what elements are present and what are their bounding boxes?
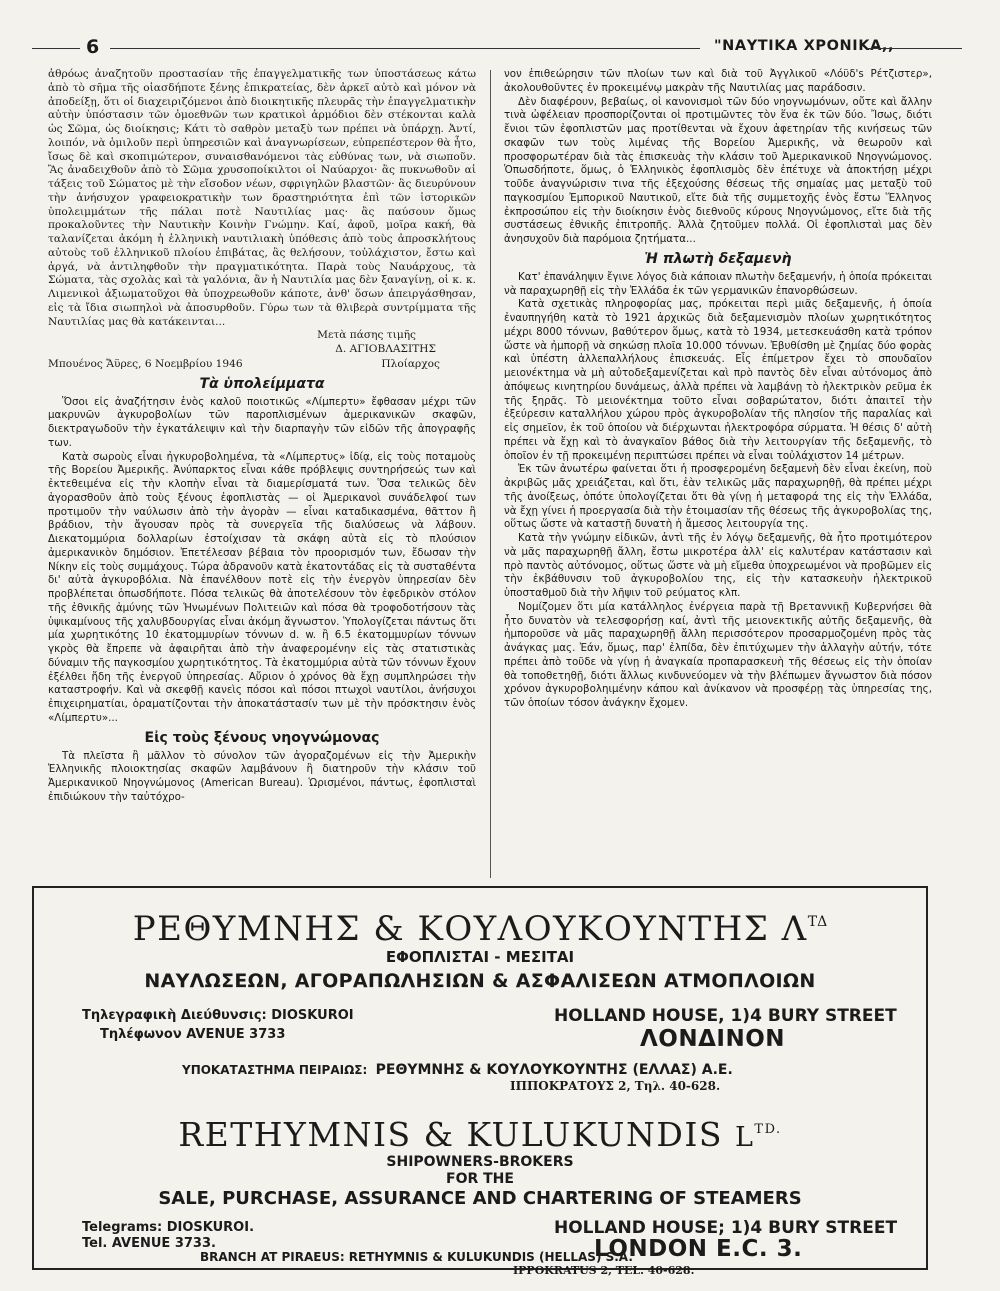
ad-english-branch: BRANCH AT PIRAEUS: RETHYMNIS & KULUKUNDIS (HELLAS) S.A.: [200, 1250, 633, 1264]
ad-english-for-the: FOR THE: [446, 1171, 514, 1187]
ad-greek-phone: Τηλέφωνον AVENUE 3733: [100, 1027, 286, 1042]
ad-english-company-name: [34, 1110, 926, 1158]
ad-greek-branch-name: ΡΕΘΥΜΝΗΣ & ΚΟΥΛΟΥΚΟΥΝΤΗΣ (ΕΛΛΑΣ) Α.Ε.: [375, 1062, 733, 1078]
ad-english-services: SALE, PURCHASE, ASSURANCE AND CHARTERING OF STEAMERS: [158, 1188, 802, 1209]
column-divider: [490, 70, 491, 878]
letter-rank: Πλοίαρχος: [381, 357, 440, 370]
ad-greek-address: HOLLAND HOUSE, 1)4 BURY STREET: [554, 1006, 897, 1026]
heading-remnants: Τὰ ὑπολείμματα: [199, 375, 325, 392]
ad-greek-branch: [182, 1062, 733, 1078]
ad-greek-telegraph: Τηλεγραφικὴ Διεύθυνσις: DIOSKUROI: [82, 1008, 354, 1023]
letter-closing: Μετὰ πάσης τιμῆς: [317, 329, 416, 342]
masthead-title: "ΝΑΥΤΙΚΑ ΧΡΟΝΙΚΑ,,: [714, 38, 895, 54]
article-paragraph: Ὅσοι εἰς ἀναζήτησιν ἑνὸς καλοῦ ποιοτικῶς «Λίμπερτυ» ἔφθασαν μέχρι τῶν μακρυνῶν ἀγκυροβολίων τῶν παροπλισμένων ἀμερικανικῶν σκαφῶν, διεκτραγωδοῦν τὴν ἐγκατάλειψιν καὶ τὴν διαρπαγὴν τῶν εἰδῶν τῆς ἀπογραφῆς των.: [48, 395, 476, 449]
ad-english-branch-address: IPPOKRATUS 2, TEL. 40-628.: [513, 1264, 695, 1277]
header-rule-left: [32, 48, 80, 49]
ad-english-city: LONDON E.C. 3.: [594, 1236, 803, 1262]
article-paragraph: Νομίζομεν ὅτι μία κατάλληλος ἐνέργεια παρὰ τῇ Βρεταννικῇ Κυβερνήσει θὰ ἦτο δυνατὸν νὰ τελεσφορήσῃ καί, ἀντὶ τῆς μειονεκτικῆς αὐτῆς δεξαμενῆς, θὰ ἠμποροῦσε νὰ μᾶς παραχωρηθῇ ἄλλη περισσότερον προσαρμοζομένη πρὸς τὰς ἀνάγκας μας. Ἐάν, ὅμως, παρ' ἐλπίδα, δὲν ἐπιτύχωμεν τὴν ἀλλαγὴν αὐτήν, τότε πρέπει ἀπὸ τοῦδε νὰ γίνῃ ἡ ἀναγκαία προπαρασκευὴ τῆς θέσεως εἰς τὴν ὁποίαν θὰ τοποθετηθῇ, διότι ἄλλως κινδυνεύομεν νὰ τὴν βλέπωμεν ἄγνωστον διὰ πόσον χρόνον ἀγκυροβοληιμένην κάπου καὶ ἀνίκανον νὰ προσφέρῃ τὰς ὑπηρεσίας της, τῶν ὁποίων τόσον ἀνάγκην ἔχομεν.: [504, 600, 932, 709]
heading-foreign-registers: Εἰς τοὺς ξένους νηογνώμονας: [144, 729, 380, 746]
article-paragraph: Κατὰ σχετικὰς πληροφορίας μας, πρόκειται περὶ μιᾶς δεξαμενῆς, ἡ ὁποία ἐναυπηγήθη κατὰ τὸ 1921 ἀρχικῶς διὰ δεξαμενισμὸν πλοίων χωρητικότητος μέχρι 8000 τόννων, βαθύτερον ὅμως, κατὰ τὸ 1934, μετεσκευάσθη κατὰ τρόπον ὥστε νὰ ἠμπορῇ νὰ σηκώσῃ πλοῖα 10.000 τόννων. Ἐβυθίσθη μὲ ζημίας δύο φορὰς καὶ ὑπέστη ἀλλεπαλλήλους ἐπισκευάς. Εἶς ἐπίμετρον ἔχει τὸ σπουδαῖον μειονέκτημα νὰ μὴ αὐτοδεξαμενίζεται καὶ πρὸ παντὸς δὲν εἶναι αὐτόνομος ἀπὸ ἀπόψεως κινητηρίου δυνάμεως, ἀλλὰ πρέπει νὰ λαμβάνῃ τὸ ἠλεκτρικὸν ρεῦμα ἐκ τῆς ξηρᾶς. Τὸ μειονέκτημα τοῦτο εἶναι σοβαρώτατον, διότι ἀπαιτεῖ τὴν ἐξεύρεσιν καταλλήλου χώρου πρὸς ἀγκυροβολίαν τῆς πλησίον τῆς παραλίας καὶ εἰς σημεῖον, ἐκ τοῦ ὁποίου νὰ διέρχωνται ἠλεκτροφόρα σύρματα. Ἡ θέσις δ' αὐτὴ πρέπει νὰ ἔχῃ καὶ τὸ ἀναγκαῖον βάθος διὰ τὴν λειτουργίαν τῆς δεξαμενῆς, τὸ ὁποῖον ἐν τῇ προκειμένῃ περιπτώσει πρέπει νὰ εἶναι τοὐλάχιστον 14 μέτρων.: [504, 298, 932, 462]
heading-floating-dock: Ἡ πλωτὴ δεξαμενὴ: [644, 250, 792, 267]
left-column: [48, 68, 476, 805]
ad-greek-branch-address: ΙΠΠΟΚΡΑΤΟΥΣ 2, Τηλ. 40-628.: [510, 1079, 721, 1093]
header-rule-middle: [110, 48, 700, 49]
article-paragraph: Κατ' ἐπανάληψιν ἔγινε λόγος διὰ κάποιαν πλωτὴν δεξαμενήν, ἡ ὁποία πρόκειται νὰ παραχωρηθῇ εἰς τὴν Ἑλλάδα ἐκ τῶν γερμανικῶν ἐπανορθώσεων.: [504, 270, 932, 297]
right-column: [504, 68, 932, 711]
letter-footer: [48, 358, 476, 372]
article-paragraph: Δὲν διαφέρουν, βεβαίως, οἱ κανονισμοὶ τῶν δύο νηογνωμόνων, οὔτε καὶ ἄλλην τινὰ ὠφέλειαν προσπορίζονται οἱ προτιμῶντες τὸν ἕνα ἐκ τῶν δύο. Ἴσως, διότι ἔνιοι τῶν ἐφοπλιστῶν μας προτίθενται νὰ ἔχουν ἀφετηρίαν τῆς κινήσεως τῶν σκαφῶν των τοὺς λιμένας τῆς Βορείου Ἀμερικῆς, νὰ θεωροῦν καὶ προσφορωτέραν διὰ τὰς ἐπισκευὰς τὴν κλάσιν τοῦ Ἀμερικανικοῦ Νηογνώμονος. Ὁπωσδήποτε, ὅμως, ὁ Ἑλληνικὸς ἐφοπλισμὸς δὲν ἐπέτυχε νὰ ἀποκτήσῃ μέχρι τοῦδε ἀναγνώρισιν τινα τῆς ἐξεχούσης θέσεως τῆς σημαίας μας μεταξὺ τοῦ παγκοσμίου Ἐμπορικοῦ Ναυτικοῦ, εἴτε διὰ τῆς συμμετοχῆς ἑνὸς ἔστω Ἕλληνος ἐκπροσώπου εἰς τὴν διοίκησιν ἑνὸς διεθνοῦς κύρους Νηογνώμονος, εἴτε διὰ τῆς συστάσεως ἐθνικῆς ἐπιτροπῆς. Ἀλλὰ ζητοῦμεν πολλά. Οἱ ἐφοπλισταὶ μας δὲν ἀνησυχοῦν διὰ παρόμοια ζητήματα...: [504, 95, 932, 245]
article-paragraph: Κατὰ σωροὺς εἶναι ἠγκυροβολημένα, τὰ «Λίμπερτυς» ἰδίᾳ, εἰς τοὺς ποταμοὺς τῆς Βορείου Ἀμερικῆς. Ἀνύπαρκτος εἶναι κάθε πρόβλεψις συντηρήσεώς των καὶ ἐκτεθειμένα εἰς τὴν κλοπὴν εἶναι τὰ διαμερίσματά των. Ὅσα τελικῶς δὲν ἀγορασθοῦν ἀπὸ τοὺς ξένους ἐφοπλιστὰς — οἱ Ἀμερικανοὶ συνάδελφοί των προτιμοῦν τὴν ναύλωσιν ἀπὸ τὴν ἀγορὰν — εἶναι καταδικασμένα, θᾶττον ἢ βράδιον, τὴν ἄγουσαν πρὸς τὰ συνεργεῖα τῆς διαλύσεως νὰ λάβουν. Διεκατομμύρια δολλαρίων ἐστοίχισαν τὰ σκάφη αὐτὰ εἰς τὸ πλούσιον ἀμερικανικὸν δημόσιον. Ἐπετέλεσαν βέβαια τὸν προορισμόν των, ἔδωσαν τὴν Νίκην εἰς τοὺς συμμάχους. Τώρα ἀδρανοῦν κατὰ ἑκατοντάδας εἰς τὰ συσταθέντα δι' αὐτὰ ἀγκυροβόλια. Νὰ ἐπανέλθουν ποτὲ εἰς τὴν ἐνεργὸν ὑπηρεσίαν δὲν προβλέπεται ὁπωσδήποτε. Πόσα τελικῶς θὰ ἀποτελέσουν τὸν ἐφεδρικὸν στόλον τῆς ἐθνικῆς ἀμύνης τῶν Ἡνωμένων Πολιτειῶν καὶ πόσα θὰ τροφοδοτήσουν τὰς ὑψικαμίνους τῆς χαλυβδουργίας εἶναι ἀκόμη ἄγνωστον. Ὑπολογίζεται πάντως ὅτι μία χωρητικότης 10 ἑκατομμυρίων τόννων d. w. ἢ 6.5 ἑκατομμυρίων τόννων γκρὸς θὰ ἔπρεπε νὰ ἀφαιρῆται ἀπὸ τὴν ἀναφερομένην εἰς τὰς στατιστικὰς δύναμιν τῆς παγκοσμίου χωρητικότητος. Τὰ ἑκατομμύρια αὐτὰ τῶν τόννων ἔχουν ἐξέλθει ἤδη τῆς ἐνεργοῦ ὑπηρεσίας. Αὔριον ὁ χρόνος θὰ ἔχῃ συμπληρώσει τὴν καταστροφήν. Καὶ νὰ σκεφθῇ κανεὶς πόσοι καὶ πόσοι πτωχοὶ ναυτίλοι, ἀνήσυχοι ἐπιχειρηματίαι, ὁραματίζονται τὴν ἀποκατάστασίν των μὲ τὴν πρόσκτησιν ἑνὸς «Λίμπερτυ»...: [48, 450, 476, 724]
article-paragraph: Κατὰ τὴν γνώμην εἰδικῶν, ἀντὶ τῆς ἐν λόγῳ δεξαμενῆς, θὰ ἦτο προτιμότερον νὰ μᾶς παραχωρηθῇ ἄλλη, ἔστω μικροτέρα ἀλλ' εἰς καλυτέραν κατάστασιν καὶ πρὸ παντὸς αὐτόνομος, οὕτως ὥστε νὰ μὴ εἴμεθα ὑποχρεωμένοι νὰ προβῶμεν εἰς τὴν ἐκβάθυνσιν τοῦ ἀγκυροβολίου της, εἰς τὴν κατασκευὴν ἠλεκτρικοῦ ὑποσταθμοῦ διὰ τὴν λῆψιν τοῦ ρεύματος κλπ.: [504, 532, 932, 599]
article-paragraph: νον ἐπιθεώρησιν τῶν πλοίων των καὶ διὰ τοῦ Ἀγγλικοῦ «Λόϋδ's Ρέτζιστερ», ἀκολουθοῦντες ἐν προκειμένῳ μακρὰν τῆς Ναυτιλίας μας παράδοσιν.: [504, 68, 932, 94]
ad-greek-branch-label: ΥΠΟΚΑΤΑΣΤΗΜΑ ΠΕΙΡΑΙΩΣ:: [182, 1063, 368, 1077]
ad-greek-company-name: [34, 902, 926, 949]
ad-english-tel: Tel. AVENUE 3733.: [82, 1236, 216, 1251]
article-paragraph: Ἐκ τῶν ἀνωτέρω φαίνεται ὅτι ἡ προσφερομένη δεξαμενὴ δὲν εἶναι ἐκείνη, ποὺ ἀκριβῶς μᾶς χρειάζεται, καὶ ὅτι, ἐὰν τελικῶς μᾶς παραχωρηθῇ, θὰ πρέπει μέχρι τῆς ἀνοίξεως, ὁπότε ὑπολογίζεται ὅτι θὰ γίνῃ ἡ μεταφορά της εἰς τὴν Ἑλλάδα, νὰ ἔχῃ γίνει ἡ προεργασία διὰ τὴν ἑτοιμασίαν τῆς θέσεως τῆς ἀγκυροβολίας της, οὕτως ὥστε νὰ καταστῇ δυνατὴ ἡ ἄμεσος λειτουργία της.: [504, 463, 932, 531]
ad-greek-subtitle: ΕΦΟΠΛΙΣΤΑΙ - ΜΕΣΙΤΑΙ: [385, 948, 575, 966]
page-number: 6: [86, 36, 100, 58]
header-rule-right: [867, 48, 962, 49]
ad-english-telegrams: Telegrams: DIOSKUROI.: [82, 1220, 255, 1235]
letter-place-date: Μπουένος Ἄϋρες, 6 Νοεμβρίου 1946: [48, 357, 243, 370]
ad-greek-city: ΛΟΝΔΙΝΟΝ: [640, 1026, 786, 1052]
letter-text: ἀθρόως ἀναζητοῦν προστασίαν τῆς ἐπαγγελματικῆς των ὑποστάσεως κάτω ἀπὸ τὸ σῆμα τῆς οἱασδήποτε ξένης ἐπικρατείας, δὲν ἀρκεῖ αὐτὸ καὶ μόνον νὰ ἀποδείξῃ, ὅτι οἱ διαχειριζόμενοι ἀπὸ διοικητικῆς πλευρᾶς τὴν ἐπαγγελματικὴν αὐτὴν ὑπόστασιν τῶν ὁμοεθνῶν των κρατικοὶ ἁρμόδιοι δὲν στέκονται καλὰ ὡς Σῶμα, ὡς διοίκησις; Κάτι τὸ σαθρὸν μεταξὺ των πρέπει νὰ ὑπάρχῃ. Ἀντί, λοιπόν, νὰ ὁμιλοῦν περὶ ὑπηρεσιῶν καὶ ἀναγνωρίσεων, εὐπρεπέστερον θὰ ἦτο, ἴσως δὲ καὶ σκοπιμώτερον, συναισθανόμενοι τὰς εὐθύνας των, νὰ σιωποῦν. Ἂς ἀναδειχθοῦν ἀπὸ τὸ Σῶμα χρυσοποίκιλτοι οἱ Ναύαρχοι· ἂς πυκνωθοῦν αἱ τάξεις τοῦ Σώματος μὲ τὴν εἴσοδον νέων, σφριγηλῶν βλαστῶν· ἂς διευρύνουν τὴν ἀνήσυχον γραφειοκρατικὴν των δραστηριότητα ἐπὶ τῶν ἱστορικῶν ὑπολειμμάτων τῆς πάλαι ποτὲ Ναυτιλίας μας· ἂς παύσουν ὅμως προκαλοῦντες τὴν Ναυτικὴν Κοινὴν Γνώμην. Καί, ἀφοῦ, μοῖρα κακή, θὰ ταλανίζεται ἀκόμη ἡ ἑλληνικὴ ναυτιλιακὴ ὑπόθεσις ἀπὸ τοὺς ἀπροσκλήτους αὐτοὺς τοῦ ἑλληνικοῦ πλοίου ἐπιβάτας, ἂς θελήσουν, τοὐλάχιστον, ἔστω καὶ ἀργά, νὰ ἀντιληφθοῦν τὴν πραγματικότητα. Παρὰ τοὺς Ναυάρχους, τὰ Σώματα, τὰς σχολὰς καὶ τὰ γαλόνια, ἂν ἡ Ναυτιλία μας δὲν ξαναγίνῃ, οἱ κ. κ. Λιμενικοὶ ἀξιωματοῦχοι θὰ ὑποχρεωθοῦν κάποτε, ἀνθ' ὅσων ἀπειργάσθησαν, εἰς τὰ ἴδια σιωπηλοὶ νὰ ἀποσυρθοῦν. Γύρω των τὰ θλιβερὰ συντρίμματα τῆς Ναυτιλίας μας θὰ κατάκεινται...: [48, 68, 476, 328]
letter-signature: Δ. ΑΓΙΟΒΛΑΣΙΤΗΣ: [335, 343, 436, 355]
ad-english-ltd-sup: TD.: [754, 1122, 782, 1137]
ad-english-subtitle: SHIPOWNERS-BROKERS: [386, 1154, 574, 1170]
ad-greek-name-text: ΡΕΘΥΜΝΗΣ & ΚΟΥΛΟΥΚΟΥΝΤΗΣ Λ: [132, 909, 808, 949]
ad-english-name-text: RETHYMNIS & KULUKUNDIS: [178, 1115, 735, 1154]
page-header: [32, 36, 962, 60]
ad-greek-ltd: ΤΔ: [807, 914, 828, 930]
ad-english-address: HOLLAND HOUSE; 1)4 BURY STREET: [554, 1218, 898, 1238]
ad-greek-services: ΝΑΥΛΩΣΕΩΝ, ΑΓΟΡΑΠΩΛΗΣΙΩΝ & ΑΣΦΑΛΙΣΕΩΝ ΑΤΜΟΠΛΟΙΩΝ: [144, 970, 816, 992]
ad-english-ltd: L: [734, 1122, 755, 1153]
advertisement-box: [32, 886, 928, 1270]
article-paragraph: Τὰ πλεῖστα ἢ μᾶλλον τὸ σύνολον τῶν ἀγοραζομένων εἰς τὴν Ἀμερικὴν Ἑλληνικῆς πλοιοκτησίας σκαφῶν λαμβάνουν ἢ διατηροῦν τὴν κλάσιν τοῦ Ἀμερικανικοῦ Νηογνώμονος (American Bureau). Ὡρισμένοι, πάντως, ἐφοπλισταὶ ἐπιδιώκουν τὴν ταὐτόχρο-: [48, 749, 476, 803]
